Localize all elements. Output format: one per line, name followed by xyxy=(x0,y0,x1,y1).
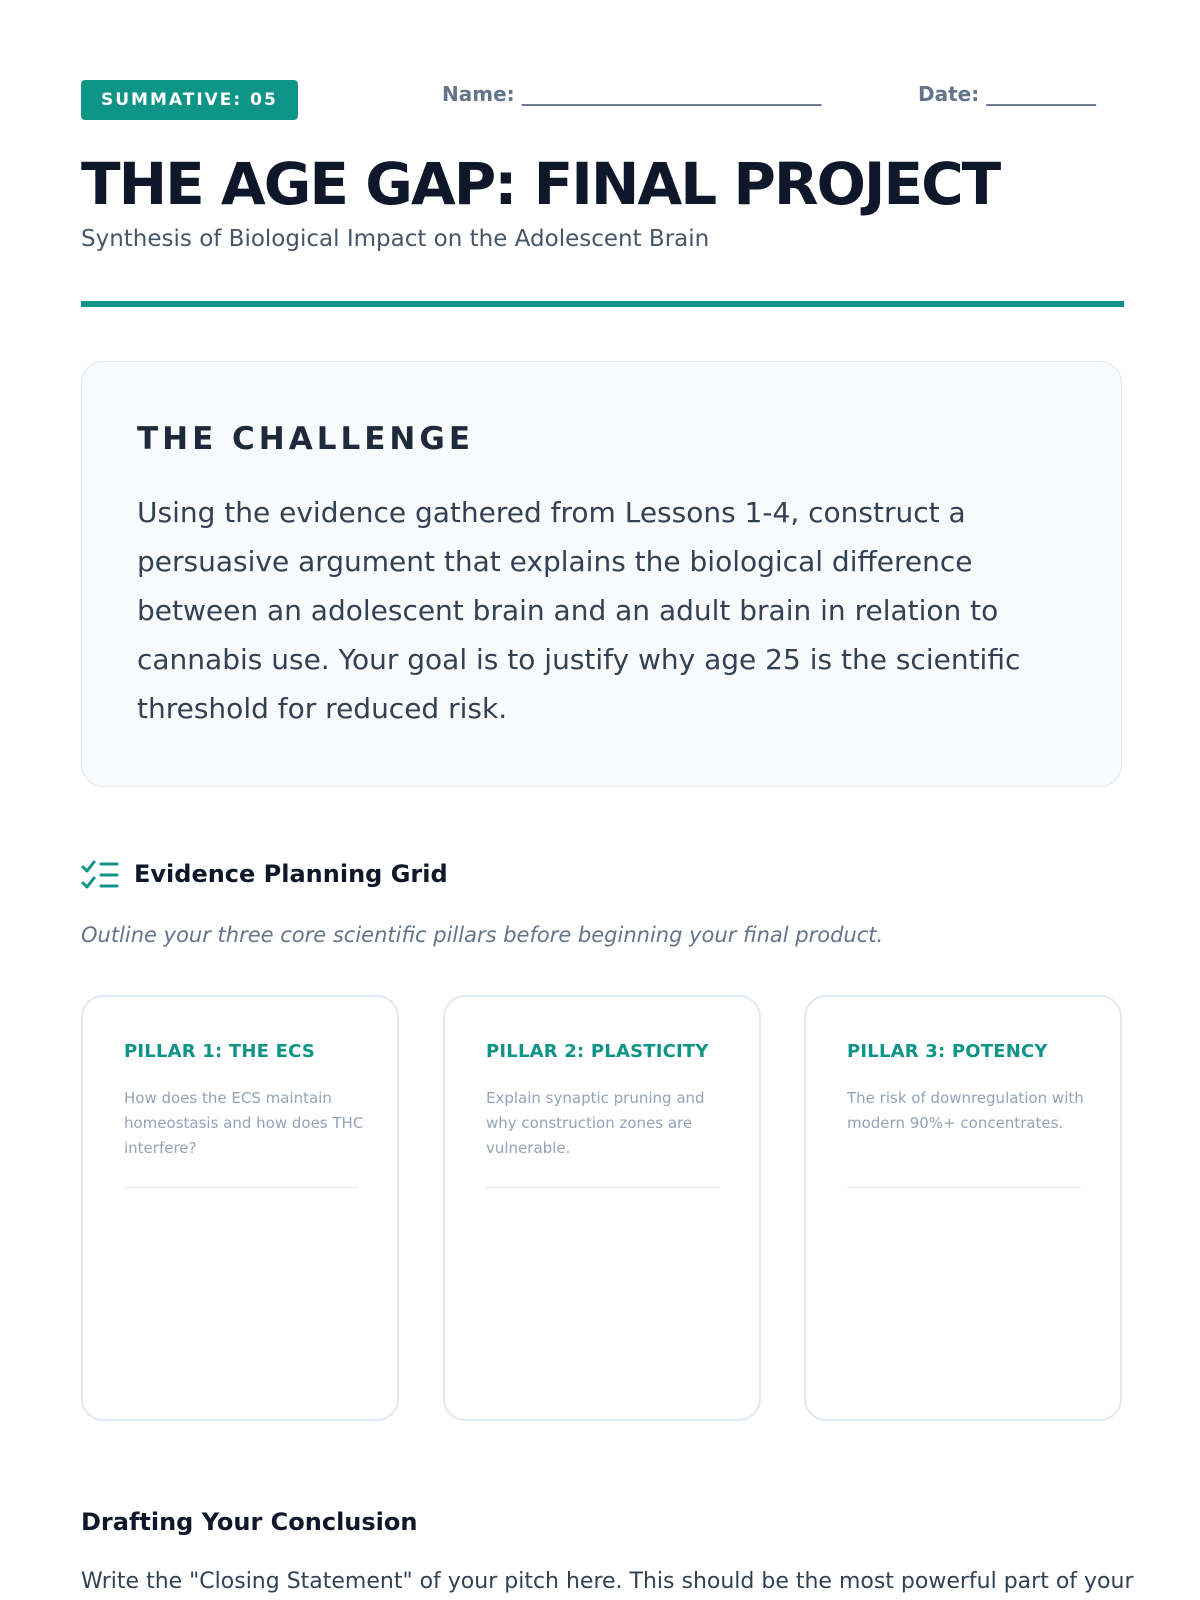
challenge-title: THE CHALLENGE xyxy=(137,421,474,457)
challenge-body: Using the evidence gathered from Lessons 1-4, construct a persuasive argument that explains the biological difference between an adolescent brain and an adult brain in relation to cannabis use. Your goal is to justify why age 25 is the scientific threshold for reduced risk. xyxy=(137,496,1021,725)
date-field: Date: ___________ xyxy=(918,82,1097,106)
pillar-description: The risk of downregulation with modern 90%+ concentrates. xyxy=(847,1089,1084,1132)
pillar-divider xyxy=(486,1187,720,1188)
pillar-title: PILLAR 3: POTENCY xyxy=(847,1041,1048,1062)
pillar-divider xyxy=(124,1187,358,1188)
pillar-title: PILLAR 1: THE ECS xyxy=(124,1041,315,1062)
pillar-card-plasticity[interactable] xyxy=(443,995,761,1421)
pillar-description: How does the ECS maintain homeostasis and how does THC interfere? xyxy=(124,1089,364,1157)
header-row xyxy=(81,80,1124,120)
header-divider xyxy=(81,301,1124,307)
evidence-title: Evidence Planning Grid xyxy=(134,860,448,888)
conclusion-body: Write the "Closing Statement" of your pitch here. This should be the most powerful part of your xyxy=(81,1569,1134,1594)
evidence-subtitle: Outline your three core scientific pillars before beginning your final product. xyxy=(81,923,884,947)
summative-badge: SUMMATIVE: 05 xyxy=(81,80,298,120)
page-subtitle: Synthesis of Biological Impact on the Adolescent Brain xyxy=(81,226,710,252)
challenge-card xyxy=(81,361,1122,787)
conclusion-title: Drafting Your Conclusion xyxy=(81,1508,418,1536)
name-field: Name: ______________________________ xyxy=(442,82,822,106)
checklist-icon xyxy=(81,859,119,891)
pillar-description: Explain synaptic pruning and why construction zones are vulnerable. xyxy=(486,1089,705,1157)
pillar-card-potency[interactable] xyxy=(804,995,1122,1421)
page-title: THE AGE GAP: FINAL PROJECT xyxy=(81,150,1000,218)
pillar-grid xyxy=(81,995,1124,1421)
pillar-divider xyxy=(847,1187,1081,1188)
pillar-title: PILLAR 2: PLASTICITY xyxy=(486,1041,709,1062)
pillar-card-ecs[interactable] xyxy=(81,995,399,1421)
